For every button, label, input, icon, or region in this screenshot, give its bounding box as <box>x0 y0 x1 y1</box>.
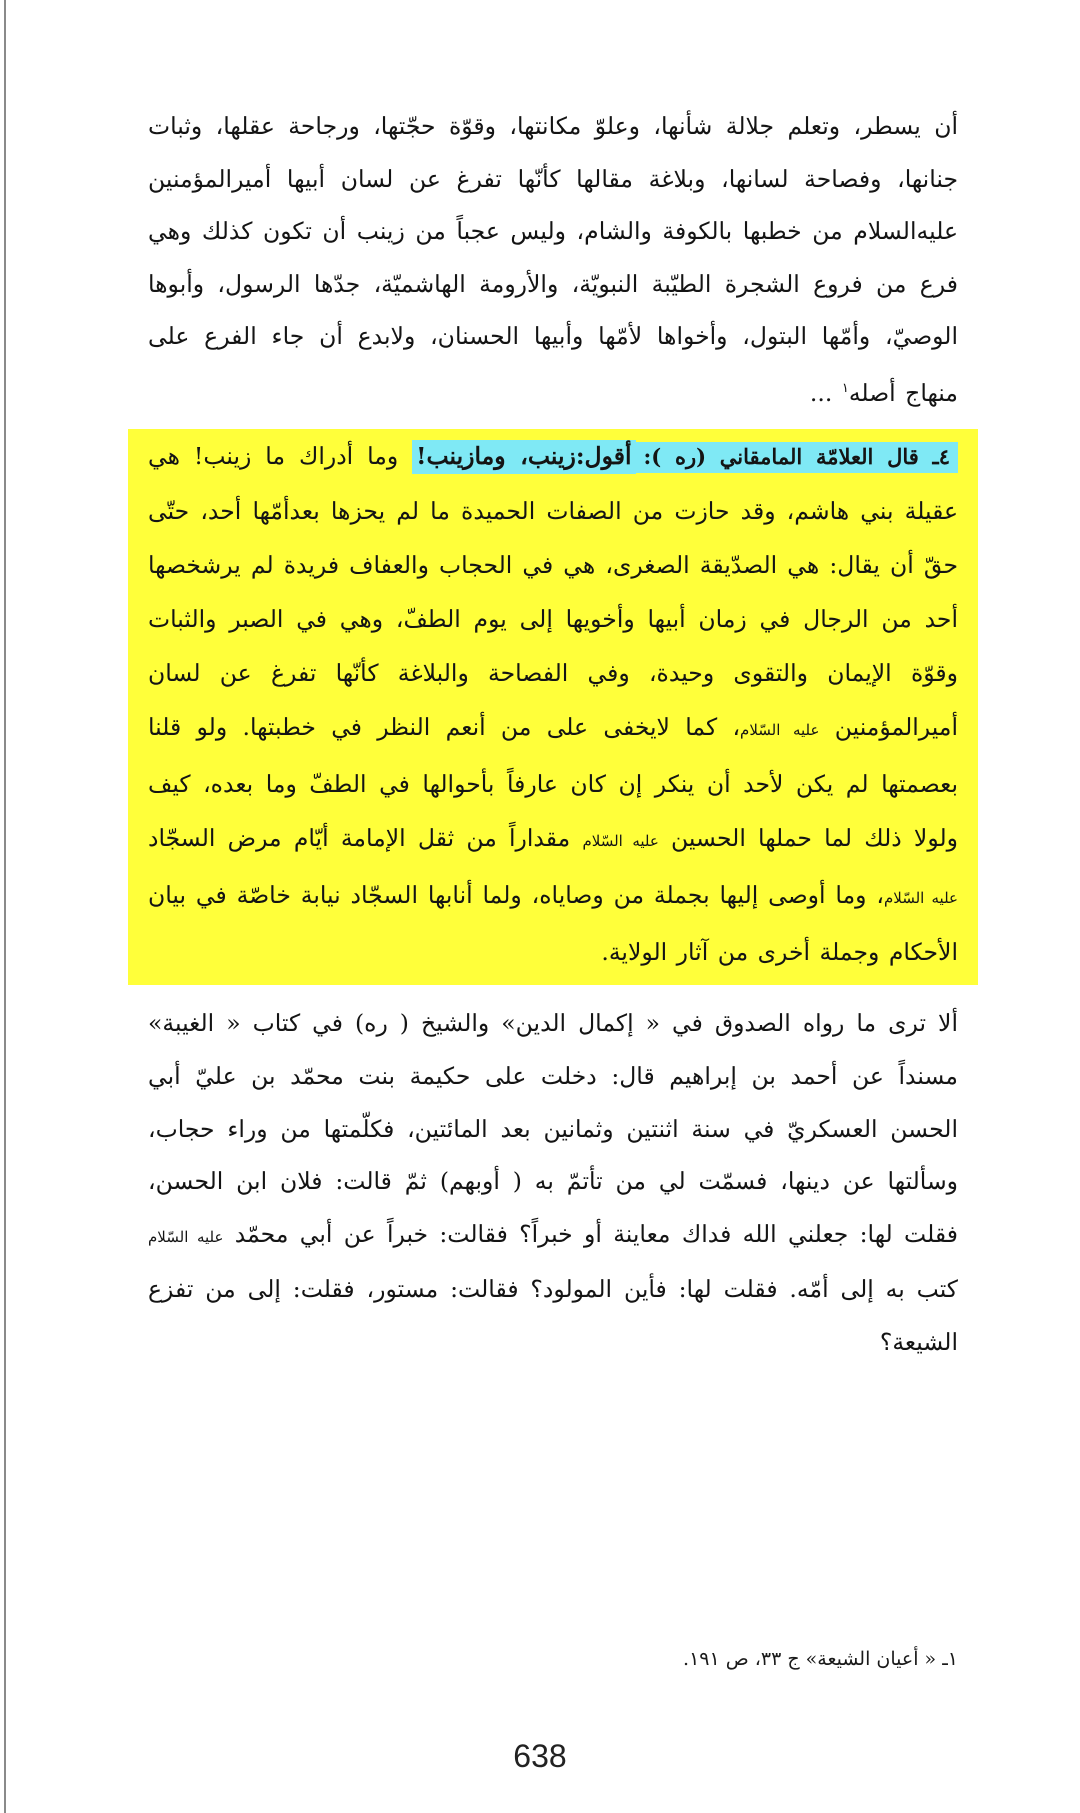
quote-paragraph: ٤ـ قال العلامّة المامقاني (ره ):أقول:زينب، ومازينب! وما أدراك ما زينب! هي عقيلة بني هاشم، وقد حازت من الصفات الحميدة ما لم يحزها بعدأمّها أحد، حتّى حقّ أن يقال: هي الصدّيقة الصغرى، هي في الحجاب والعفاف فريدة لم يرشخصها أحد من الرجال في زمان أبيها وأخويها إلى يوم الطفّ، وهي في الصبر والثبات وقوّة الإيمان والتقوى وحيدة، وفي الفصاحة والبلاغة كأنّها تفرغ عن لسان أميرالمؤمنين عليه السّلام، كما لايخفى على من أنعم النظر في خطبتها. ولو قلنا بعصمتها لم يكن لأحد أن ينكر إن كان عارفاً بأحوالها في الطفّ وما بعده، كيف ولولا ذلك لما حملها الحسين عليه السّلام مقداراً من ثقل الإمامة أيّام مرض السجّاد عليه السّلام، وما أوصى إليها بجملة من وصاياه، ولما أنابها السجّاد نيابة خاصّة في بيان الأحكام وجملة أخرى من آثار الولاية. <box>148 442 958 967</box>
page-edge-rule <box>4 0 6 1813</box>
footnote-marker[interactable]: ١ <box>841 380 849 396</box>
paragraph-intro: أن يسطر، وتعلم جلالة شأنها، وعلوّ مكانتها، وقوّة حجّتها، ورجاحة عقلها، وثبات جنانها، وفصاحة لسانها، وبلاغة مقالها كأنّها تفرغ عن لسان أبيها أميرالمؤمنين عليه‌السلام من خطبها بالكوفة والشام، وليس عجباً من زينب أن تكون كذلك وهي فرع من فروع الشجرة الطيّبة النبويّة، والأرومة الهاشميّة، جدّها الرسول، وأبوها الوصيّ، وأمّها البتول، وأخواها لأمّها وأبيها الحسنان، ولابدع أن جاء الفرع على منهاج أصله$^١$ ... <box>148 112 958 407</box>
page-body <box>148 100 958 1369</box>
paragraph-narration: ألا ترى ما رواه الصدوق في « إكمال الدين» والشيخ ( ره) في كتاب « الغيبة» مسنداً عن أحمد بن إبراهيم قال: دخلت على حكيمة بنت محمّد بن عليّ أبي الحسن العسكريّ في سنة اثنتين وثمانين بعد المائتين، فكلّمتها من وراء حجاب، وسألتها عن دينها، فسمّت لي من تأتمّ به ( أوبهم) ثمّ قالت: فلان ابن الحسن، فقلت لها: جعلني الله فداك معاينة أو خبراً؟ فقالت: خبراً عن أبي محمّد عليه السّلام كتب به إلى أمّه. فقلت لها: فأين المولود؟ فقالت: مستور، فقلت: إلى من تفزع الشيعة؟ <box>148 1009 958 1356</box>
footnote: ١ـ « أعيان الشيعة» ج ٣٣، ص ١٩١. <box>683 1648 958 1670</box>
page-number: 638 <box>513 1738 567 1774</box>
highlighted-quote <box>128 429 978 985</box>
quote-intro: أقول:زينب، ومازينب! <box>412 440 635 474</box>
quote-heading: ٤ـ قال العلامّة المامقاني (ره ): <box>636 442 958 473</box>
